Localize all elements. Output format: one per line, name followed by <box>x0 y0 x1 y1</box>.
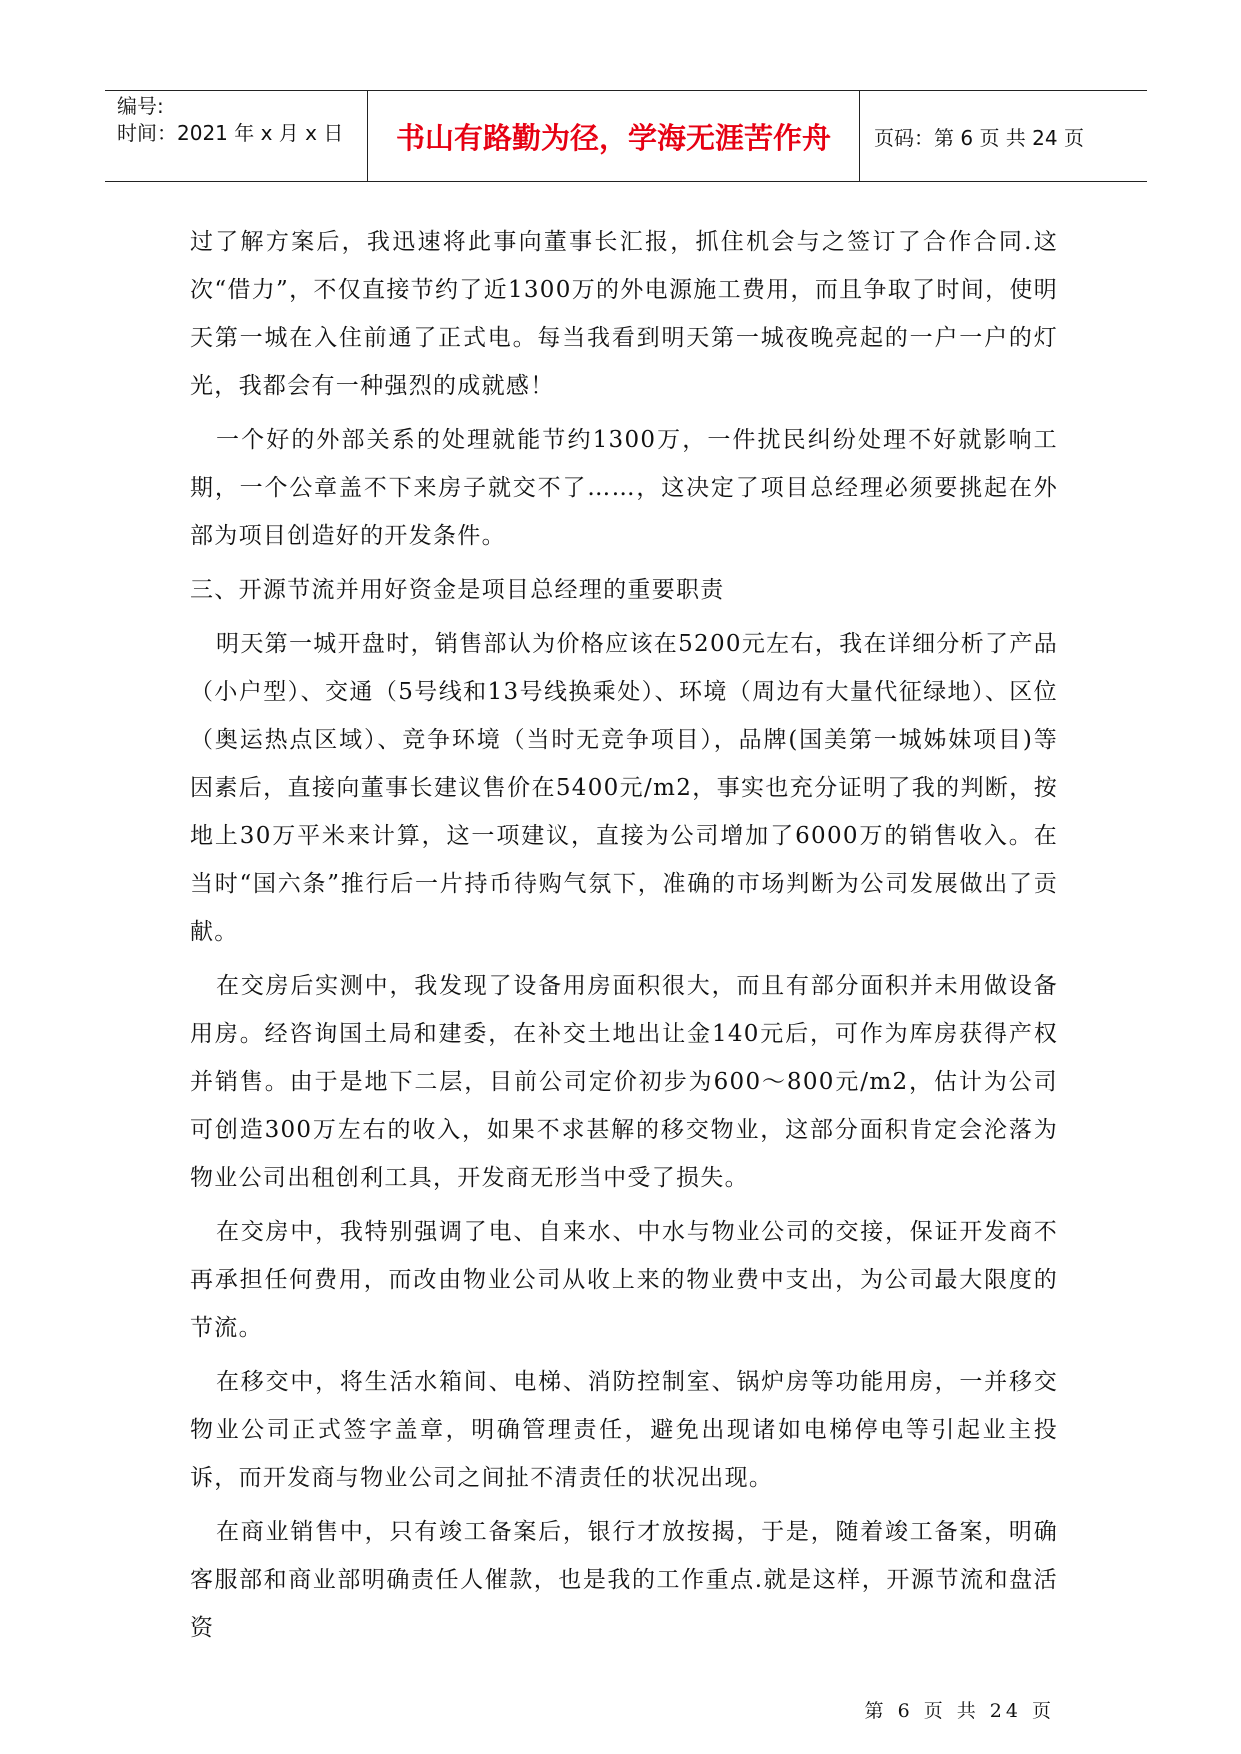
document-body <box>190 218 1058 1658</box>
document-number-label: 编号: <box>117 94 164 118</box>
page-header <box>105 90 1147 182</box>
paragraph: 一个好的外部关系的处理就能节约1300万，一件扰民纠纷处理不好就影响工期，一个公章盖不下来房子就交不了……，这决定了项目总经理必须要挑起在外部为项目创造好的开发条件。 <box>190 427 1058 549</box>
paragraph: 在交房后实测中，我发现了设备用房面积很大，而且有部分面积并未用做设备用房。经咨询国土局和建委，在补交土地出让金140元后，可作为库房获得产权并销售。由于是地下二层，目前公司定价初步为600～800元/m2，估计为公司可创造300万左右的收入，如果不求甚解的移交物业，这部分面积肯定会沦落为物业公司出租创利工具，开发商无形当中受了损失。 <box>190 973 1058 1191</box>
header-meta <box>105 91 368 181</box>
paragraph: 在交房中，我特别强调了电、自来水、中水与物业公司的交接，保证开发商不再承担任何费用，而改由物业公司从收上来的物业费中支出，为公司最大限度的节流。 <box>190 1219 1058 1341</box>
paragraph: 在移交中，将生活水箱间、电梯、消防控制室、锅炉房等功能用房，一并移交物业公司正式签字盖章，明确管理责任，避免出现诸如电梯停电等引起业主投诉，而开发商与物业公司之间扯不清责任的状况出现。 <box>190 1369 1058 1491</box>
header-motto: 书山有路勤为径，学海无涯苦作舟 <box>368 91 860 181</box>
paragraph: 在商业销售中，只有竣工备案后，银行才放按揭，于是，随着竣工备案，明确客服部和商业部明确责任人催款，也是我的工作重点.就是这样，开源节流和盘活资 <box>190 1519 1058 1641</box>
section-heading: 三、开源节流并用好资金是项目总经理的重要职责 <box>190 577 725 603</box>
document-time: 时间：2021 年 x 月 x 日 <box>117 121 344 145</box>
paragraph: 明天第一城开盘时，销售部认为价格应该在5200元左右，我在详细分析了产品（小户型）、交通（5号线和13号线换乘处）、环境（周边有大量代征绿地）、区位（奥运热点区域）、竞争环境（当时无竞争项目），品牌(国美第一城姊妹项目)等因素后，直接向董事长建议售价在5400元/m2，事实也充分证明了我的判断，按地上30万平米来计算，这一项建议，直接为公司增加了6000万的销售收入。在当时“国六条”推行后一片持币待购气氛下，准确的市场判断为公司发展做出了贡献。 <box>190 631 1058 945</box>
paragraph: 过了解方案后，我迅速将此事向董事长汇报，抓住机会与之签订了合作合同.这次“借力”，不仅直接节约了近1300万的外电源施工费用，而且争取了时间，使明天第一城在入住前通了正式电。每当我看到明天第一城夜晚亮起的一户一户的灯光，我都会有一种强烈的成就感！ <box>190 229 1058 399</box>
header-page-code: 页码：第 6 页 共 24 页 <box>874 125 1084 150</box>
page-footer: 第 6 页 共 24 页 <box>864 1700 1055 1722</box>
